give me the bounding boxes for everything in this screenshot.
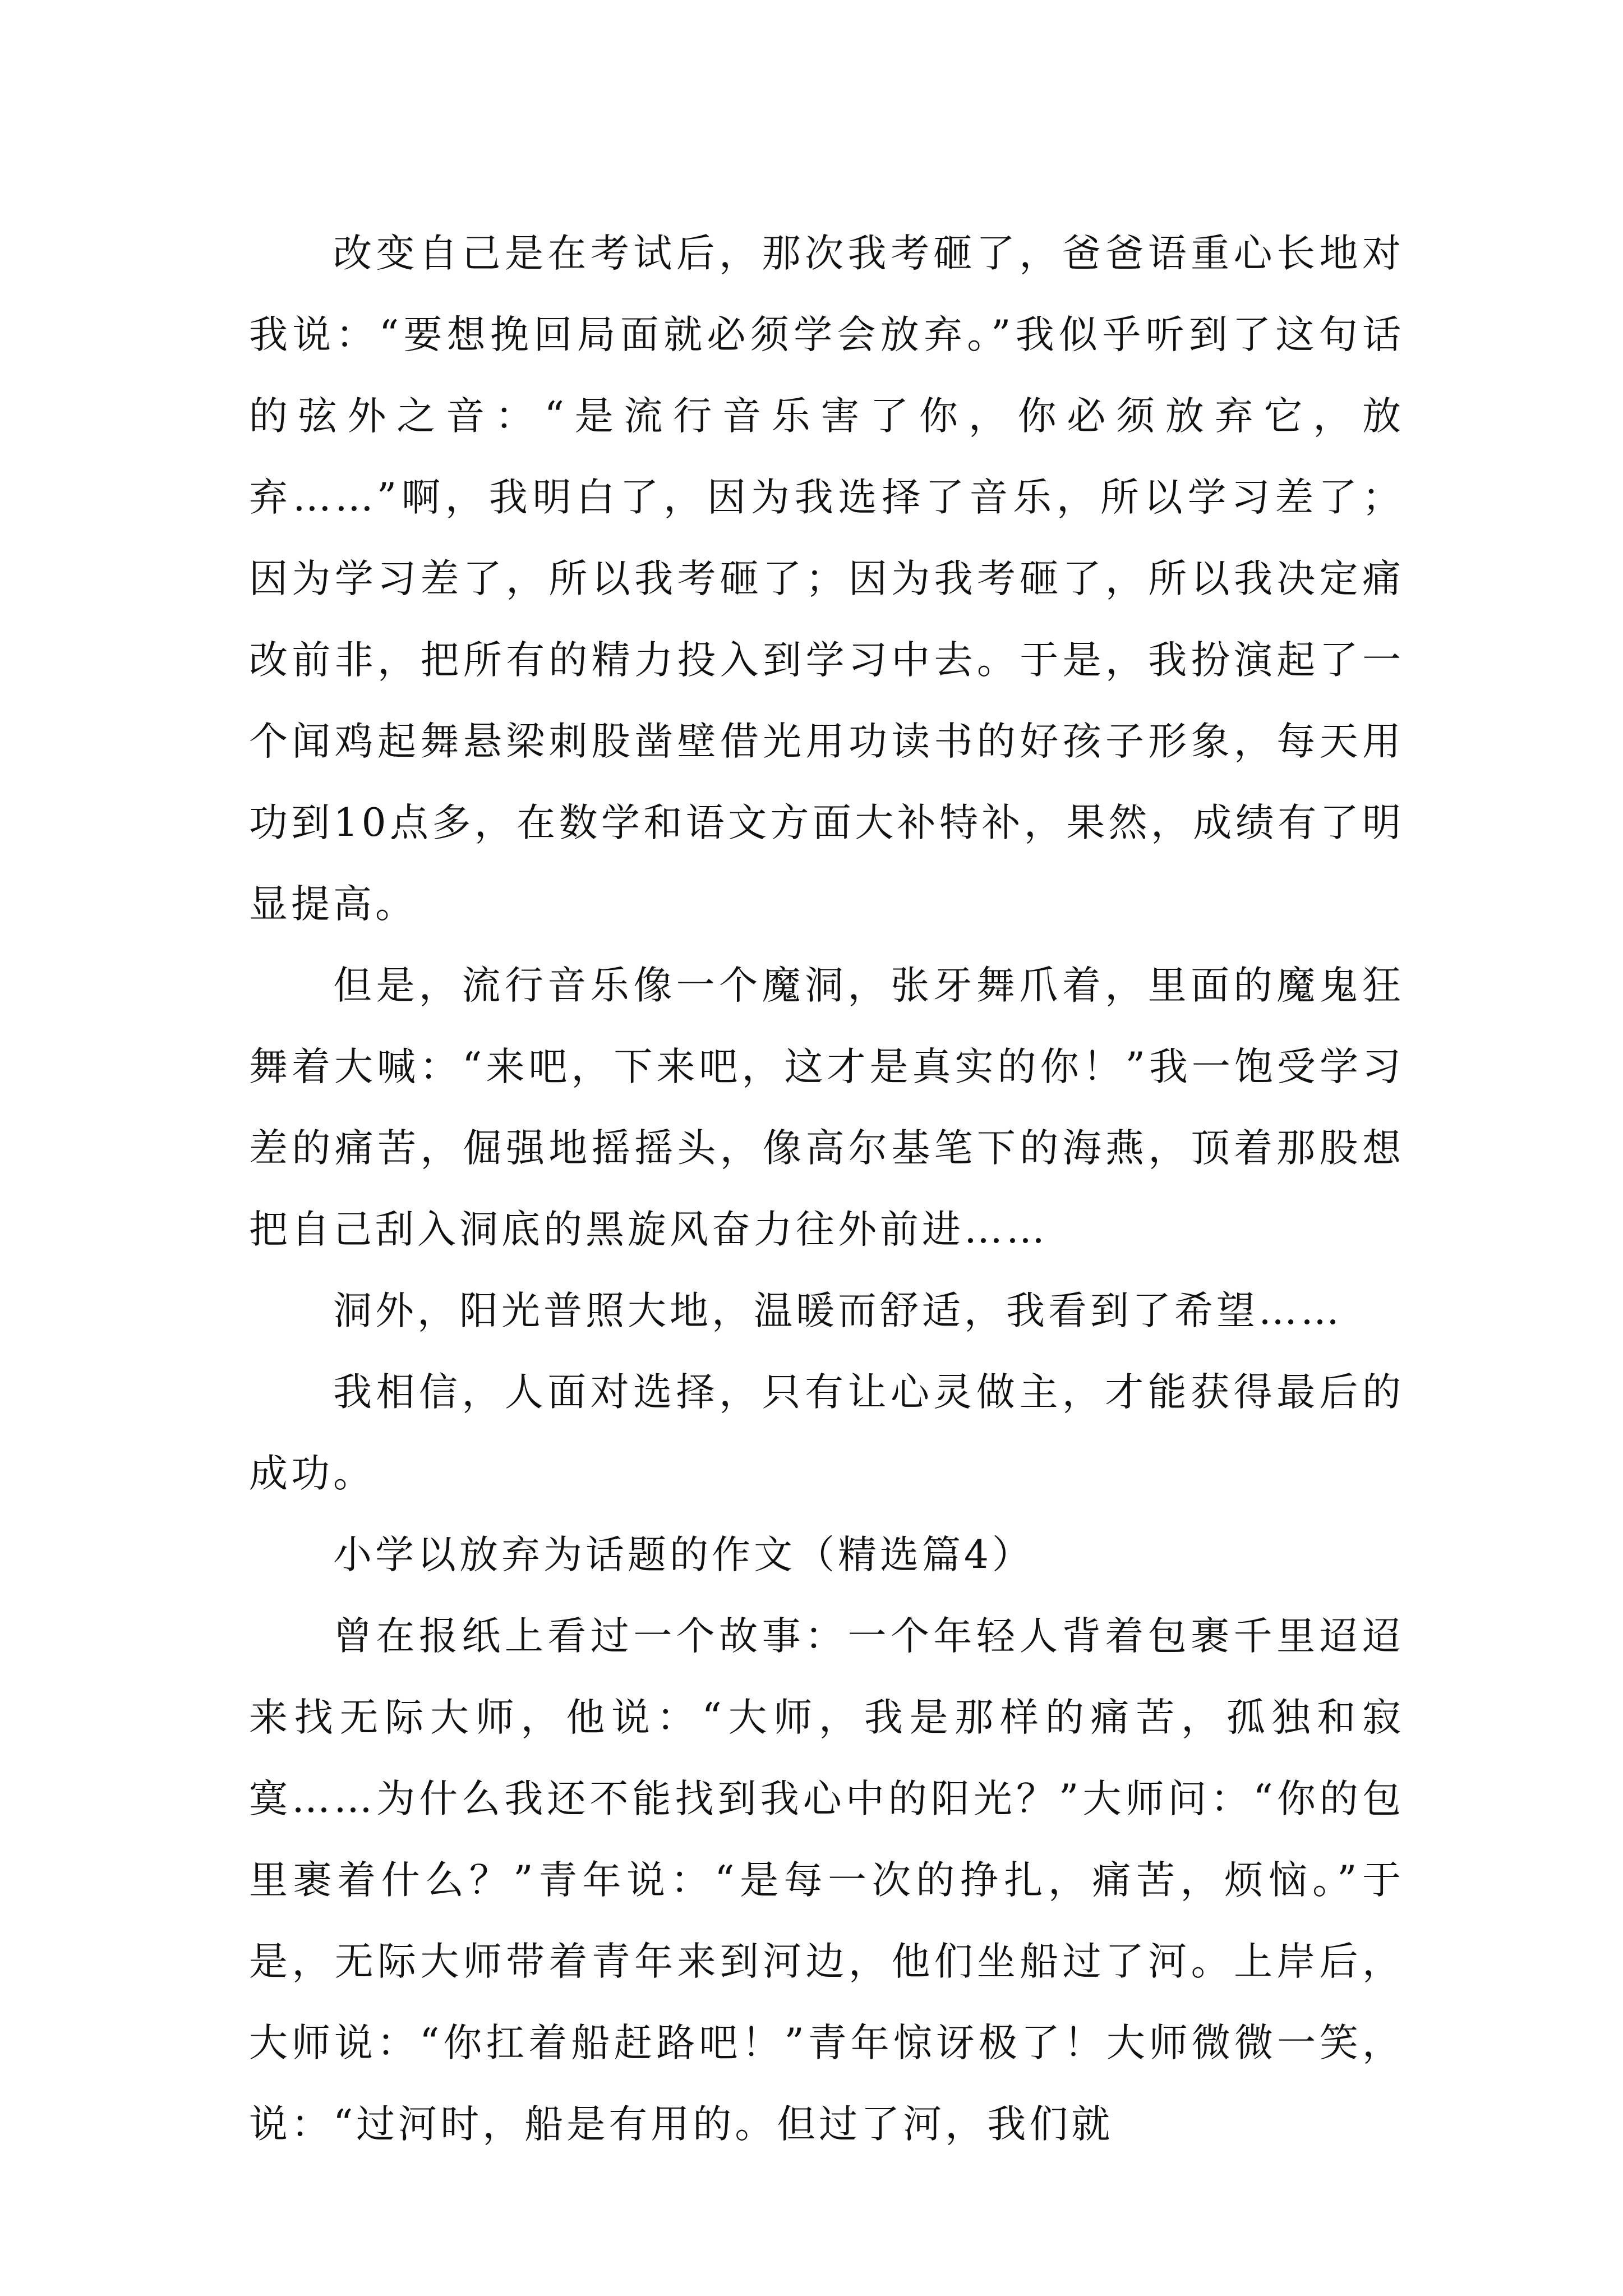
paragraph-music-cave: 但是，流行音乐像一个魔洞，张牙舞爪着，里面的魔鬼狂舞着大喊：“来吧，下来吧，这才是真实的你！”我一饱受学习差的痛苦，倔强地摇摇头，像高尔基笔下的海燕，顶着那股想把自己刮入洞底的黑旋风奋力往外前进…… <box>249 963 1404 1252</box>
paragraph-exam: 改变自己是在考试后，那次我考砸了，爸爸语重心长地对我说：“要想挽回局面就必须学会放弃。”我似乎听到了这句话的弦外之音：“是流行音乐害了你，你必须放弃它，放弃……”啊，我明白了，因为我选择了音乐，所以学习差了；因为学习差了，所以我考砸了；因为我考砸了，所以我决定痛改前非，把所有的精力投入到学习中去。于是，我扮演起了一个闻鸡起舞悬梁刺股凿壁借光用功读书的好孩子形象，每天用功到10点多，在数学和语文方面大补特补，果然，成绩有了明显提高。 <box>249 231 1404 927</box>
paragraph-sunshine: 洞外，阳光普照大地，温暖而舒适，我看到了希望…… <box>333 1289 1343 1333</box>
section-heading: 小学以放弃为话题的作文（精选篇4） <box>333 1533 1034 1577</box>
paragraph-belief: 我相信，人面对选择，只有让心灵做主，才能获得最后的成功。 <box>249 1370 1404 1496</box>
document-body <box>249 213 1404 2165</box>
paragraph-story: 曾在报纸上看过一个故事：一个年轻人背着包裹千里迢迢来找无际大师，他说：“大师，我是那样的痛苦，孤独和寂寞……为什么我还不能找到我心中的阳光？”大师问：“你的包里裹着什么？”青年说：“是每一次的挣扎，痛苦，烦恼。”于是，无际大师带着青年来到河边，他们坐船过了河。上岸后，大师说：“你扛着船赶路吧！”青年惊讶极了！大师微微一笑，说：“过河时，船是有用的。但过了河，我们就 <box>249 1614 1404 2147</box>
